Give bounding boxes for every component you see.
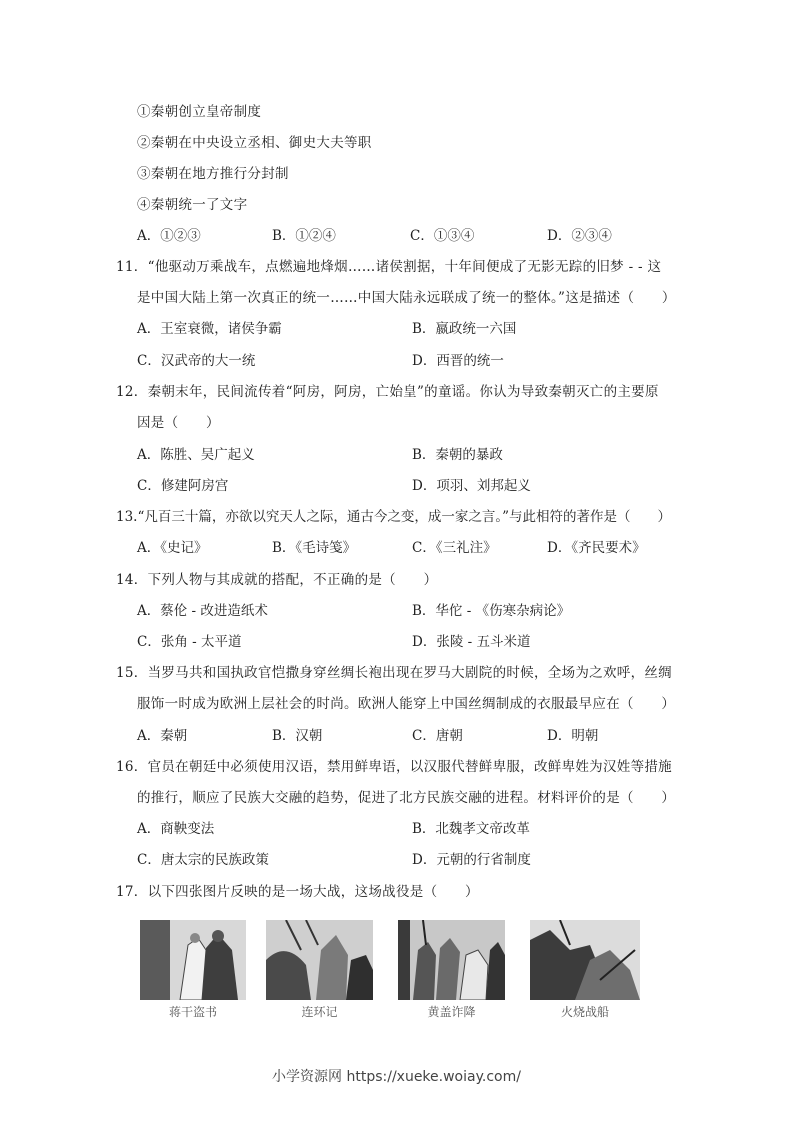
caption-3: 黄盖诈降 (427, 1005, 476, 1019)
q12-option-d: D．项羽、刘邦起义 (412, 478, 531, 494)
q16-stem-line-1: 16．官员在朝廷中必须使用汉语，禁用鲜卑语，以汉服代替鲜卑服，改鲜卑姓为汉姓等措施 (116, 759, 672, 775)
q15-stem-line-2: 服饰一时成为欧洲上层社会的时尚。欧洲人能穿上中国丝绸制成的衣服最早应在（ ） (137, 696, 676, 712)
q10-statement-3: ③秦朝在地方推行分封制 (137, 166, 289, 182)
q11-option-a: A．王室衰微，诸侯争霸 (137, 321, 282, 337)
q15-option-a: A．秦朝 (137, 728, 188, 744)
q10-option-d: D．②③④ (547, 228, 612, 244)
q17-stem: 17．以下四张图片反映的是一场大战，这场战役是（ ） (116, 884, 479, 900)
q16-option-c: C．唐太宗的民族政策 (137, 852, 269, 868)
q13-option-a: A．《史记》 (137, 540, 208, 556)
q11-option-d: D．西晋的统一 (412, 353, 504, 369)
q15-option-d: D．明朝 (547, 728, 599, 744)
q12-option-b: B．秦朝的暴政 (412, 447, 503, 463)
caption-1: 蒋干盗书 (168, 1005, 217, 1019)
q14-option-b: B．华佗 - 《伤寒杂病论》 (412, 603, 571, 619)
q10-option-c: C．①③④ (410, 228, 475, 244)
q16-stem-line-2: 的推行，顺应了民族大交融的趋势，促进了北方民族交融的进程。材料评价的是（ ） (137, 790, 676, 806)
q15-option-b: B．汉朝 (272, 728, 323, 744)
q13-option-d: D．《齐民要术》 (547, 540, 646, 556)
q10-statement-1: ①秦朝创立皇帝制度 (137, 104, 262, 120)
q13-option-c: C．《三礼注》 (412, 540, 497, 556)
caption-4: 火烧战船 (560, 1005, 609, 1019)
q14-option-c: C．张角 - 太平道 (137, 634, 242, 650)
q13-stem: 13.“凡百三十篇，亦欲以究天人之际，通古今之变，成一家之言。”与此相符的著作是（ ） (116, 509, 672, 525)
q12-option-c: C．修建阿房宫 (137, 478, 229, 494)
footer-watermark: 小学资源网 https://xueke.woiay.com/ (272, 1069, 521, 1085)
q10-statement-4: ④秦朝统一了文字 (137, 197, 248, 213)
q16-option-d: D．元朝的行省制度 (412, 852, 531, 868)
picture-huang-gai-false-surrender (398, 920, 505, 1000)
picture-jiang-gan-steals-letter (140, 920, 246, 1000)
q14-option-d: D．张陵 - 五斗米道 (412, 634, 531, 650)
q12-stem-line-2: 因是（ ） (137, 415, 220, 431)
q11-option-b: B．嬴政统一六国 (412, 321, 517, 337)
q14-stem: 14．下列人物与其成就的搭配，不正确的是（ ） (116, 572, 438, 588)
q14-option-a: A．蔡伦 - 改进造纸术 (137, 603, 268, 619)
q11-option-c: C．汉武帝的大一统 (137, 353, 256, 369)
q12-option-a: A．陈胜、吴广起义 (137, 447, 255, 463)
q16-option-b: B．北魏孝文帝改革 (412, 821, 530, 837)
q10-statement-2: ②秦朝在中央设立丞相、御史大夫等职 (137, 135, 372, 151)
caption-2: 连环记 (301, 1005, 338, 1019)
q10-option-a: A．①②③ (137, 228, 201, 244)
q11-stem-line-2: 是中国大陆上第一次真正的统一……中国大陆永远联成了统一的整体。”这是描述（ ） (137, 290, 676, 306)
q11-stem-line-1: 11．“他驱动万乘战车，点燃遍地烽烟……诸侯割据，十年间便成了无影无踪的旧梦 - - 这 (116, 259, 662, 275)
q15-stem-line-1: 15．当罗马共和国执政官恺撒身穿丝绸长袍出现在罗马大剧院的时候，全场为之欢呼，丝绸 (116, 665, 672, 681)
q12-stem-line-1: 12．秦朝末年，民间流传着“阿房，阿房，亡始皇”的童谣。你认为导致秦朝灭亡的主要原 (116, 384, 659, 400)
q13-option-b: B．《毛诗笺》 (272, 540, 357, 556)
picture-chain-stratagem (266, 920, 373, 1000)
q15-option-c: C．唐朝 (412, 728, 463, 744)
q16-option-a: A．商鞅变法 (137, 821, 215, 837)
q10-option-b: B．①②④ (272, 228, 336, 244)
picture-burning-warships (530, 920, 640, 1000)
